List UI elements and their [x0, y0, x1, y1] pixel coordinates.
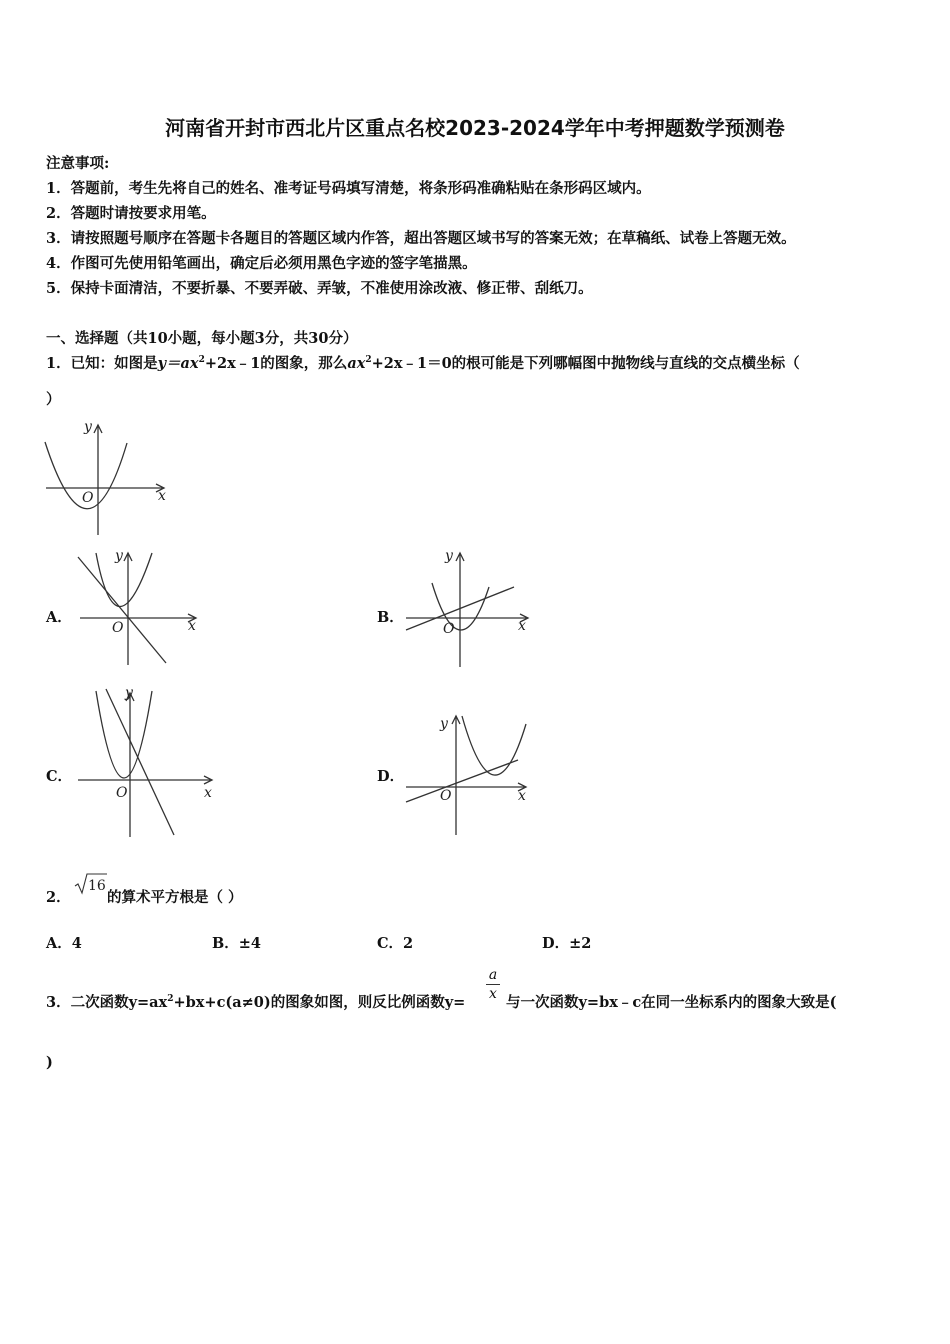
section-heading: 一、选择题（共10小题，每小题3分，共30分）	[46, 330, 358, 347]
question-2-text: 的算术平方根是（ ）	[107, 889, 243, 906]
note-item: 4．作图可先使用铅笔画出，确定后必须用黑色字迹的签字笔描黑。	[46, 255, 477, 272]
origin-label: O	[440, 788, 452, 804]
x-axis-label: x	[158, 488, 166, 504]
question-2-number: 2．	[46, 889, 71, 906]
question-3-close: )	[46, 1054, 53, 1071]
y-axis-label: y	[440, 716, 448, 732]
fraction-numerator: a	[486, 966, 500, 985]
option-d-graph[interactable]	[400, 710, 540, 840]
option-b-graph[interactable]	[400, 545, 540, 670]
question-3-text-start: 3．二次函数$y=ax^2+bx+c(a\ne 0)$的图象如图，则反比例函数y=	[46, 994, 466, 1011]
fraction-denominator: x	[489, 986, 497, 1002]
note-item: 3．请按照题号顺序在答题卡各题目的答题区域内作答，超出答题区域书写的答案无效；在草稿纸、试卷上答题无效。	[46, 230, 796, 247]
origin-label: O	[82, 490, 94, 506]
option-a-label[interactable]: A．	[46, 609, 72, 626]
q2-option-d[interactable]: D．±2	[542, 935, 592, 952]
q2-option-a[interactable]: A．4	[46, 935, 82, 952]
origin-label: O	[112, 620, 124, 636]
option-a-graph[interactable]	[68, 545, 208, 670]
fraction-a-over-x	[486, 966, 500, 1003]
q2-option-c[interactable]: C．2	[377, 935, 414, 952]
y-axis-label: y	[445, 548, 453, 564]
option-c-label[interactable]: C．	[46, 768, 73, 785]
note-item: 5．保持卡面清洁，不要折暴、不要弄破、弄皱，不准使用涂改液、修正带、刮纸刀。	[46, 280, 593, 297]
option-d-label[interactable]: D．	[377, 768, 405, 785]
q2-option-b[interactable]: B．±4	[212, 935, 261, 952]
q1-main-graph	[40, 415, 180, 540]
notes-heading: 注意事项:	[46, 155, 110, 172]
question-3-text-end: 与一次函数y=bx﹣c在同一坐标系内的图象大致是(	[506, 994, 837, 1011]
question-1-close: ）	[46, 391, 61, 408]
y-axis-label: y	[115, 548, 123, 564]
page-title: 河南省开封市西北片区重点名校2023-2024学年中考押题数学预测卷	[165, 116, 785, 140]
option-b-label[interactable]: B．	[377, 609, 404, 626]
option-c-graph[interactable]	[68, 685, 218, 840]
sqrt-radicand: 16	[88, 878, 106, 894]
x-axis-label: x	[518, 788, 526, 804]
y-axis-label: y	[84, 419, 92, 435]
note-item: 1．答题前，考生先将自己的姓名、准考证号码填写清楚，将条形码准确粘贴在条形码区域内。	[46, 180, 651, 197]
origin-label: O	[116, 785, 128, 801]
origin-label: O	[443, 621, 455, 637]
sqrt-expression	[74, 872, 108, 900]
x-axis-label: x	[188, 618, 196, 634]
x-axis-label: x	[518, 618, 526, 634]
note-item: 2．答题时请按要求用笔。	[46, 205, 216, 222]
question-1-text: 1．已知：如图是$y=ax^2+2x﹣1$的图象，那么$ax^2+2x﹣1=0$的根可能是下列哪幅图中抛物线与直线的交点横坐标（	[46, 355, 800, 372]
y-axis-label: y	[125, 685, 133, 701]
x-axis-label: x	[204, 785, 212, 801]
